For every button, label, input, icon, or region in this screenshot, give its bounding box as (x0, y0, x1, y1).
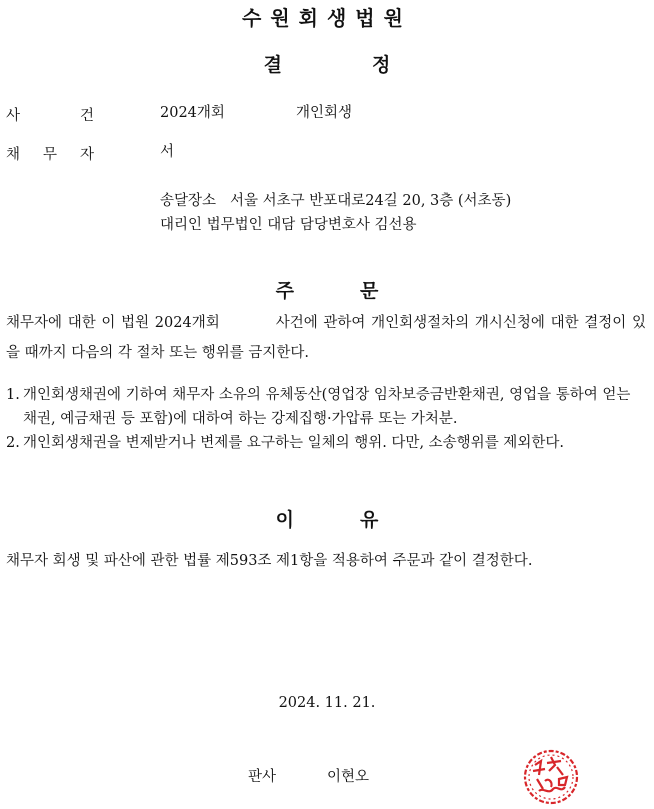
judge-name: 이현오 (327, 769, 370, 785)
delivery-address: 서울 서초구 반포대로24길 20, 3층 (서초동) (230, 193, 512, 209)
court-seal-graphic (521, 745, 581, 805)
document-title-char-2: 정 (372, 54, 391, 76)
order-heading-char-2: 문 (360, 280, 379, 302)
decision-date: 2024. 11. 21. (278, 695, 376, 711)
delivery-label: 송달장소 (160, 193, 217, 209)
order-item (6, 383, 646, 431)
debtor-name: 서 (160, 144, 175, 160)
delivery-address-row (160, 191, 511, 211)
judge-title: 판사 (248, 769, 277, 785)
case-name: 개인회생 (296, 105, 353, 121)
order-item-number: 1. (6, 387, 20, 403)
order-heading-char-1: 주 (275, 280, 294, 302)
reason-heading-char-2: 유 (360, 509, 379, 531)
order-item-text: 개인회생채권에 기하여 채무자 소유의 유체동산(영업장 임차보증금반환채권, 영업을 통하여 얻는 채권, 예금채권 등 포함)에 대하여 하는 강제집행·가압류 또는 가처분. (23, 387, 631, 427)
debtor-label-char-1: 채 (6, 147, 21, 163)
document-title-char-1: 결 (263, 54, 282, 76)
order-intro (6, 308, 646, 368)
case-number: 2024개회 (160, 105, 225, 121)
reason-text: 채무자 회생 및 파산에 관한 법률 제593조 제1항을 적용하여 주문과 같이 결정한다. (6, 553, 533, 569)
debtor-label-char-2: 무 (43, 147, 58, 163)
court-name: 수원회생법원 (242, 6, 412, 30)
order-item-text: 개인회생채권을 변제받거나 변제를 요구하는 일체의 행위. 다만, 소송행위를 제외한다. (23, 435, 564, 451)
order-item-number: 2. (6, 435, 20, 451)
reason-heading-char-1: 이 (275, 509, 294, 531)
reason-heading (0, 505, 654, 532)
order-intro-part-1: 채무자에 대한 이 법원 2024개회 (6, 315, 220, 331)
debtor-agent: 대리인 법무법인 대담 담당변호사 김선용 (160, 217, 417, 233)
document-title (0, 50, 654, 77)
case-label-char-1: 사 (6, 108, 21, 124)
order-heading (0, 276, 654, 303)
court-seal-icon (521, 745, 581, 805)
debtor-label-char-3: 자 (80, 147, 95, 163)
order-intro-part-2: 사건에 관하여 개인회생절차의 개시신청에 대한 결정이 있을 때까지 다음의 각 절차 또는 행위를 금지한다. (6, 315, 646, 361)
case-label-char-2: 건 (80, 108, 95, 124)
order-item (6, 431, 646, 455)
